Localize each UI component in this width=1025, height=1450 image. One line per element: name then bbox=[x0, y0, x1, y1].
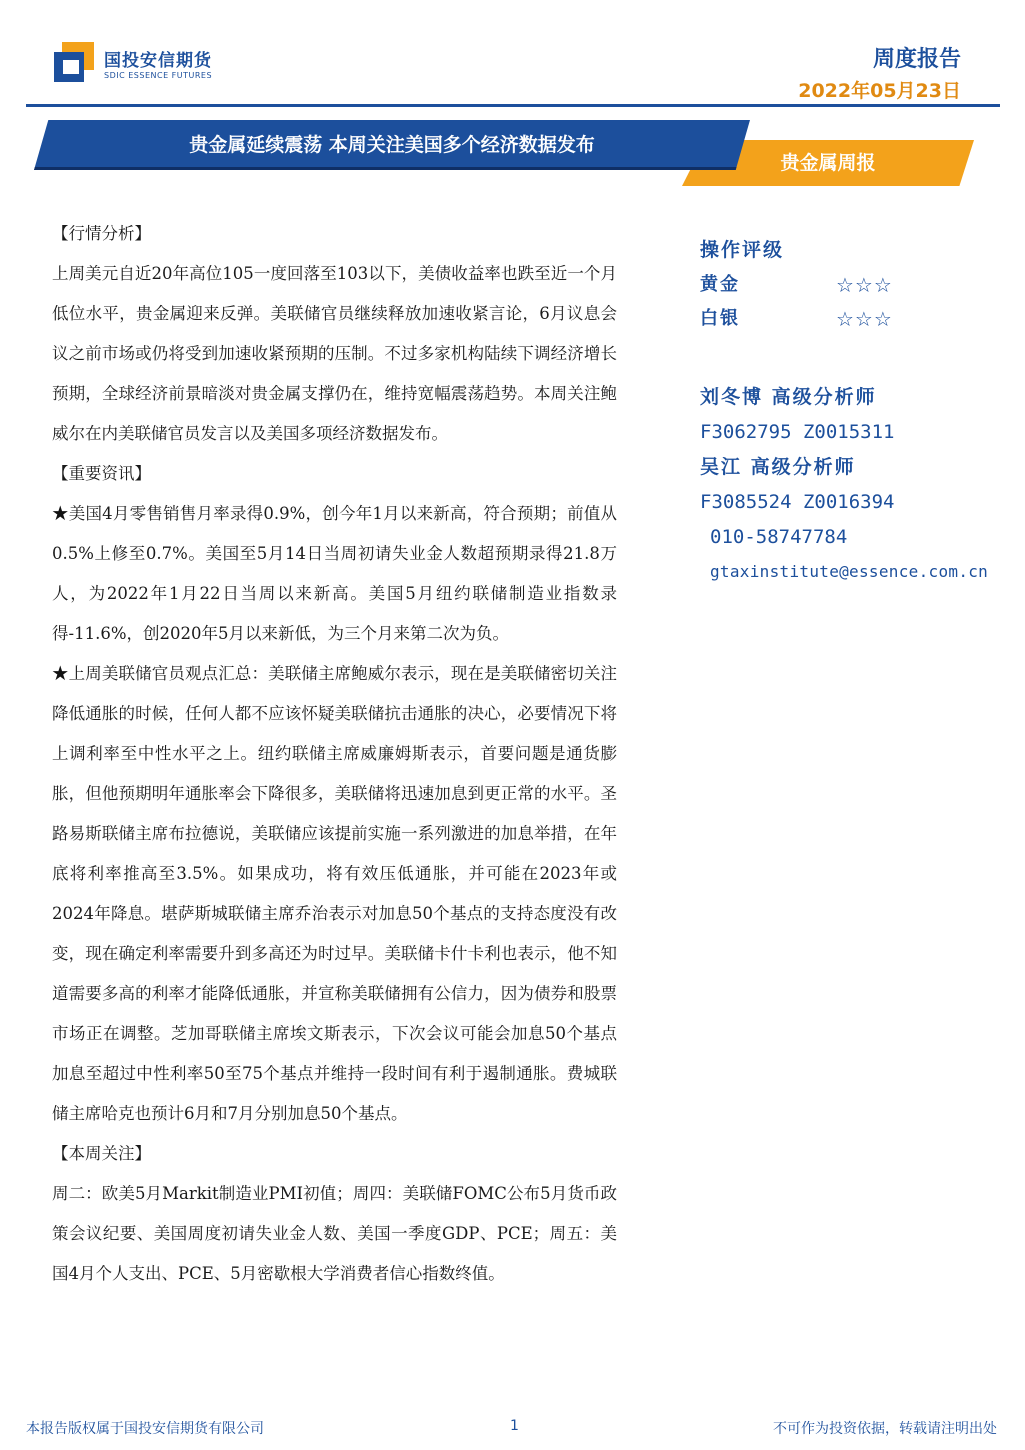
section-key-news bbox=[52, 454, 617, 1134]
rating-row-silver bbox=[700, 302, 1025, 336]
section-market-analysis bbox=[52, 214, 617, 454]
section-paragraph: ★美国4月零售销售月率录得0.9%，创今年1月以来新高，符合预期；前值从0.5%上修至0.7%。美国至5月14日当周初请失业金人数超预期录得21.8万人，为2022年1月22日当周以来新高。美国5月纽约联储制造业指数录得-11.6%，创2020年5月以来新低，为三个月来第二次为负。 bbox=[52, 504, 618, 643]
rating-name: 黄金 bbox=[700, 274, 740, 295]
logo-mark-icon bbox=[54, 42, 94, 82]
contact-phone: 010-58747784 bbox=[710, 526, 848, 548]
logo-en-text: SDIC ESSENCE FUTURES bbox=[104, 71, 213, 80]
page-number: 1 bbox=[510, 1418, 519, 1434]
header-divider bbox=[26, 104, 1000, 107]
logo-cn-text: 国投安信期货 bbox=[104, 51, 212, 71]
rating-title: 操作评级 bbox=[700, 239, 785, 261]
rating-panel bbox=[700, 232, 1025, 336]
report-body bbox=[52, 214, 617, 1294]
section-paragraph: ★上周美联储官员观点汇总：美联储主席鲍威尔表示，现在是美联储密切关注降低通胀的时候，任何人都不应该怀疑美联储抗击通胀的决心，必要情况下将上调利率至中性水平之上。纽约联储主席威廉姆斯表示，首要问题是通货膨胀，但他预期明年通胀率会下降很多，美联储将迅速加息到更正常的水平。圣路易斯联储主席布拉德说，美联储应该提前实施一系列激进的加息举措，在年底将利率推高至3.5%。如果成功，将有效压低通胀，并可能在2023年或2024年降息。堪萨斯城联储主席乔治表示对加息50个基点的支持态度没有改变，现在确定利率需要升到多高还为时过早。美联储卡什卡利也表示，他不知道需要多高的利率才能降低通胀，并宣称美联储拥有公信力，因为债券和股票市场正在调整。芝加哥联储主席埃文斯表示，下次会议可能会加息50个基点加息至超过中性利率50至75个基点并维持一段时间有利于遏制通胀。费城联储主席哈克也预计6月和7月分别加息50个基点。 bbox=[52, 664, 618, 1123]
report-type: 周度报告 bbox=[872, 47, 961, 72]
analyst-cert: F3062795 Z0015311 bbox=[700, 421, 895, 443]
rating-row-gold bbox=[700, 268, 1025, 302]
section-week-focus bbox=[52, 1134, 617, 1294]
section-paragraph: 上周美元自近20年高位105一度回落至103以下，美债收益率也跌至近一个月低位水平，贵金属迎来反弹。美联储官员继续释放加速收紧言论，6月议息会议之前市场或仍将受到加速收紧预期的压制。不过多家机构陆续下调经济增长预期，全球经济前景暗淡对贵金属支撑仍在，维持宽幅震荡趋势。本周关注鲍威尔在内美联储官员发言以及美国多项经济数据发布。 bbox=[52, 264, 617, 443]
banner-tag: 贵金属周报 bbox=[780, 152, 876, 174]
rating-name: 白银 bbox=[700, 308, 740, 329]
report-date: 2022年05月23日 bbox=[798, 80, 961, 102]
star-rating-icon: ☆☆☆ bbox=[836, 307, 893, 331]
contact-email[interactable]: gtaxinstitute@essence.com.cn bbox=[710, 562, 989, 581]
section-heading: 【重要资讯】 bbox=[52, 464, 151, 483]
analyst-name: 刘冬博 高级分析师 bbox=[700, 386, 877, 408]
section-heading: 【行情分析】 bbox=[52, 224, 151, 243]
section-heading: 【本周关注】 bbox=[52, 1144, 151, 1163]
analyst-name: 吴江 高级分析师 bbox=[700, 456, 856, 478]
analyst-cert: F3085524 Z0016394 bbox=[700, 491, 895, 513]
footer-copyright: 本报告版权属于国投安信期货有限公司 bbox=[26, 1421, 264, 1437]
footer-disclaimer: 不可作为投资依据，转载请注明出处 bbox=[773, 1421, 997, 1437]
analyst-panel bbox=[700, 380, 1025, 589]
section-paragraph: 周二：欧美5月Markit制造业PMI初值；周四：美联储FOMC公布5月货币政策会议纪要、美国周度初请失业金人数、美国一季度GDP、PCE；周五：美国4月个人支出、PCE、5月密歇根大学消费者信心指数终值。 bbox=[52, 1184, 617, 1283]
star-rating-icon: ☆☆☆ bbox=[836, 273, 893, 297]
company-logo bbox=[54, 40, 244, 90]
page-title: 贵金属延续震荡 本周关注美国多个经济数据发布 bbox=[189, 134, 595, 156]
